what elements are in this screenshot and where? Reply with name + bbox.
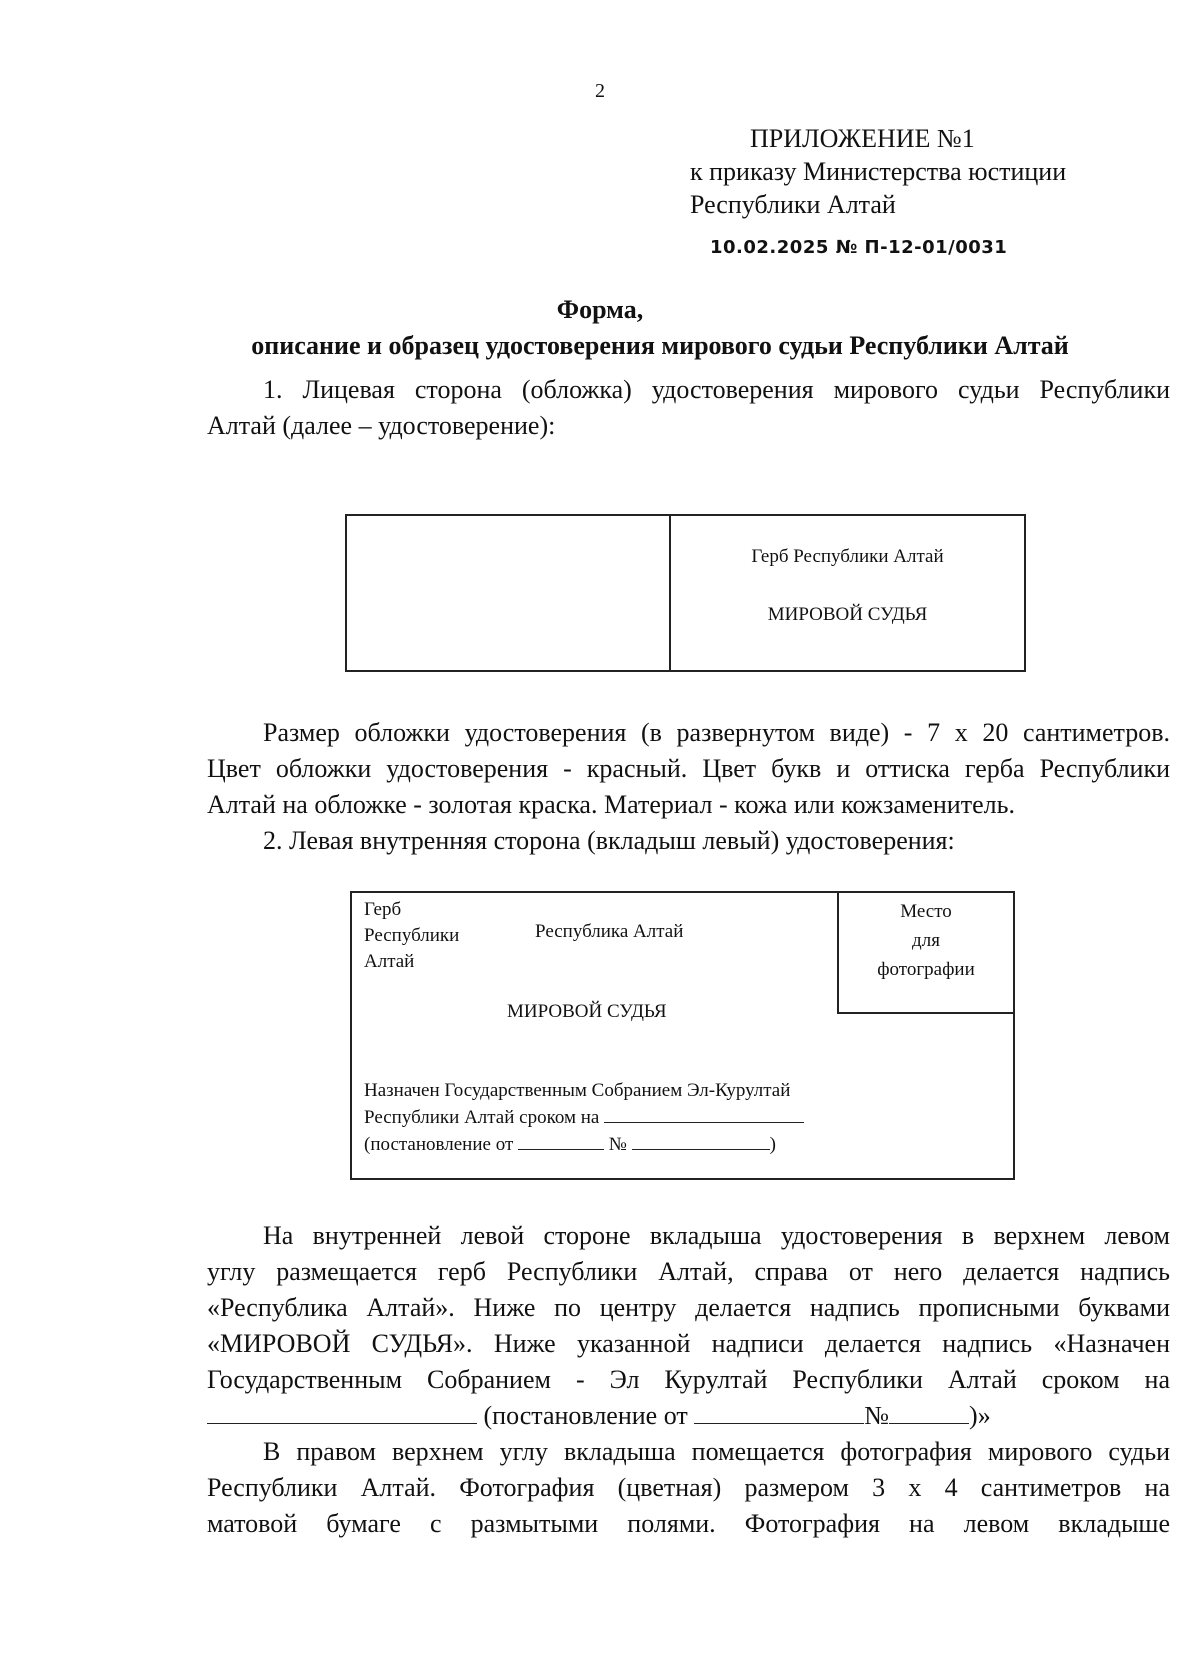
line-6-end: )»	[969, 1401, 991, 1430]
cover-description-paragraph	[207, 715, 1170, 859]
page-number: 2	[595, 80, 605, 102]
line-6-decree: (постановление от	[483, 1401, 688, 1430]
appointed-line-1: Назначен Государственным Собранием Эл-Курултай	[364, 1080, 791, 1101]
insert-republic-label: Республика Алтай	[535, 921, 684, 942]
title-line-1: Форма,	[556, 295, 644, 324]
appointed-line-2-text: Республики Алтай сроком на	[364, 1107, 600, 1128]
decree-date-blank	[518, 1131, 604, 1150]
insert-description-line-1: На внутренней левой стороне вкладыша удостоверения в верхнем левом	[263, 1221, 1170, 1250]
photo-line-3: фотографии	[877, 959, 975, 980]
insert-judge-label: МИРОВОЙ СУДЬЯ	[507, 1001, 667, 1022]
title-line-2: описание и образец удостоверения мирового судьи Республики Алтай	[251, 331, 1069, 360]
photo-description-line-1: В правом верхнем углу вкладыша помещается фотография мирового судьи	[263, 1437, 1170, 1466]
cover-description-line-1: Размер обложки удостоверения (в развернутом виде) - 7 х 20 сантиметров.	[263, 718, 1170, 747]
photo-description-line-3: матовой бумаге с размытыми полями. Фотография на левом вкладыше	[207, 1509, 1170, 1538]
insert-description-line-5: Государственным Собранием - Эл Курултай Республики Алтай сроком на	[207, 1365, 1170, 1394]
insert-coat-label	[364, 897, 459, 975]
decree-number-blank	[632, 1131, 770, 1150]
document-title	[0, 292, 1200, 364]
cover-description-line-2: Цвет обложки удостоверения - красный. Цвет букв и оттиска герба Республики	[207, 754, 1170, 783]
date-blank-2	[694, 1401, 864, 1424]
photo-line-2: для	[912, 930, 940, 951]
insert-coat-line-1: Герб	[364, 899, 402, 920]
insert-description-line-2: углу размещается герб Республики Алтай, справа от него делается надпись	[207, 1257, 1170, 1286]
insert-description-line-6	[207, 1398, 1170, 1434]
section-1-line-1: 1. Лицевая сторона (обложка) удостоверения мирового судьи Республики	[263, 375, 1170, 404]
cover-description-line-3: Алтай на обложке - золотая краска. Материал - кожа или кожзаменитель.	[207, 790, 1015, 819]
insert-description-line-4: «МИРОВОЙ СУДЬЯ». Ниже указанной надписи делается надпись «Назначен	[207, 1329, 1170, 1358]
photo-placeholder	[837, 893, 1013, 1014]
insert-coat-line-2: Республики	[364, 925, 460, 946]
number-blank-2	[889, 1401, 969, 1424]
decree-prefix: (постановление от	[364, 1134, 514, 1155]
cover-judge-label: МИРОВОЙ СУДЬЯ	[767, 604, 928, 625]
section-2-heading: 2. Левая внутренняя сторона (вкладыш левый) удостоверения:	[263, 826, 955, 855]
insert-sample-box	[350, 891, 1015, 1180]
appendix-line-2: Республики Алтай	[690, 190, 896, 219]
cover-divider	[669, 516, 671, 670]
line-6-number-sign: №	[864, 1401, 890, 1430]
decree-close-paren: )	[769, 1134, 776, 1155]
insert-coat-line-3: Алтай	[364, 951, 415, 972]
term-blank	[604, 1104, 804, 1123]
appendix-title: ПРИЛОЖЕНИЕ №1	[750, 124, 975, 153]
appendix-line-1: к приказу Министерства юстиции	[690, 157, 1067, 186]
decree-line	[364, 1131, 804, 1158]
decree-number-sign: №	[608, 1134, 627, 1155]
cover-coat-label: Герб Республики Алтай	[751, 546, 944, 567]
insert-appointed-block	[364, 1078, 804, 1158]
term-blank-2	[207, 1401, 477, 1424]
section-1-line-2: Алтай (далее – удостоверение):	[207, 411, 556, 440]
photo-line-1: Место	[900, 901, 952, 922]
cover-sample-box	[345, 514, 1026, 672]
insert-description-line-3: «Республика Алтай». Ниже по центру делается надпись прописными буквами	[207, 1293, 1170, 1322]
photo-description-line-2: Республики Алтай. Фотография (цветная) размером 3 х 4 сантиметров на	[207, 1473, 1170, 1502]
insert-description-paragraph	[207, 1218, 1170, 1434]
appointed-line-2	[364, 1104, 804, 1131]
section-1-paragraph	[207, 372, 1170, 444]
order-date-number: 10.02.2025 № П-12-01/0031	[710, 237, 1008, 258]
appendix-header	[690, 122, 1066, 264]
photo-description-paragraph	[207, 1434, 1170, 1542]
